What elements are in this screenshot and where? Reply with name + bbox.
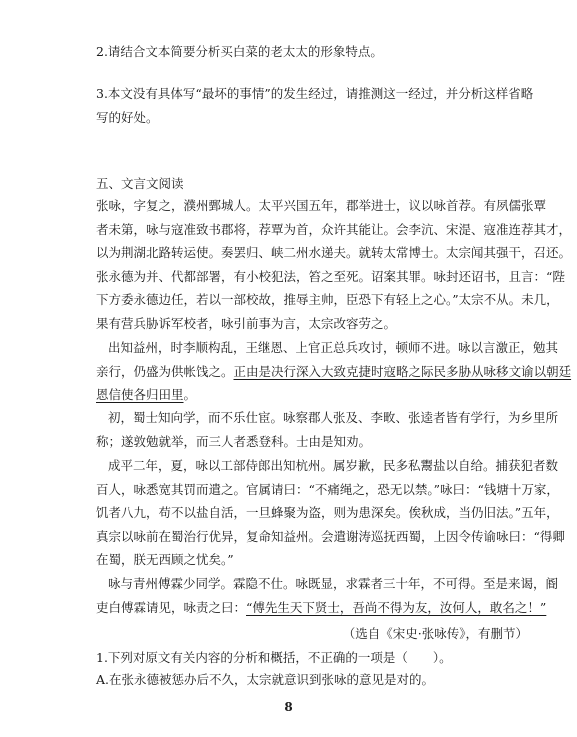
p1-line: 张永德为并、代都部署，有小校犯法，笞之至死。诏案其罪。咏封还诏书，且言：“陛 xyxy=(96,268,565,284)
question-3-line-2: 写的好处。 xyxy=(96,110,159,125)
p3-line: 初，蜀士知向学，而不乐仕宦。咏察郡人张及、李畋、张逵者皆有学行，为乡里所 xyxy=(108,410,559,425)
p4-line: 百人，咏悉宽其罚而遣之。官属请曰：“不痛绳之，恐无以禁。”咏曰：“钱塘十万家， xyxy=(96,481,559,497)
p2-line-3 xyxy=(96,383,528,407)
p1-line: 者未第，咏与寇准致书郡将，荐覃为首，众许其能让。会李沆、宋湜、寇准连荐其才， xyxy=(96,221,572,237)
question-3-line-1: 3.本文没有具体写“最坏的事情”的发生经过，请推测这一经过，并分析这样省略 xyxy=(96,86,534,101)
passage-paragraph-3 xyxy=(96,406,559,453)
passage-paragraph-2 xyxy=(96,336,572,407)
p5-line-1: 咏与青州傅霖少同学。霖隐不仕。咏既显，求霖者三十年，不可得。至是来谒，阍 xyxy=(108,576,559,591)
underlined-sentence-part-5: 恩信使各归田里 xyxy=(96,387,184,403)
underlined-quote: “傅先生天下贤士，吾尚不得为友，汝何人，敢名之！” xyxy=(246,599,547,615)
p1-line: 下方委永德边任，若以一部校故，推辱主帅，臣恐下有轻上之心。”太宗不从。未几， xyxy=(96,292,559,308)
p4-line: 成平二年，夏，咏以工部侍郎出知杭州。属岁歉，民多私鬻盐以自给。捕获犯者数 xyxy=(108,458,559,473)
p3-line: 称；遂敦勉就举，而三人者悉登科。士由是知劝。 xyxy=(96,433,372,449)
underlined-sentence-part-2: 大致克捷时寇略之际 xyxy=(321,363,434,379)
p2-line-2 xyxy=(96,360,572,384)
passage-paragraph-4 xyxy=(96,454,565,572)
p2-line-3-end: 。 xyxy=(183,387,197,403)
p4-line: 真宗以咏前在蜀治行优异，复命知益州。会遣谢涛巡抚西蜀，上因令传谕咏曰：“得卿 xyxy=(96,528,565,544)
p4-line: 在蜀，朕无西顾之忧矣。” xyxy=(96,552,234,568)
underlined-sentence-part-4: 文谕以朝廷 xyxy=(508,363,572,379)
p5-line-2-plain: 吏白傅霖请见，咏责之曰： xyxy=(96,599,247,615)
p1-line: 张咏，字复之，濮州鄄城人。太平兴国五年，郡举进士，议以咏首荐。有夙儒张覃 xyxy=(96,198,547,213)
passage-paragraph-5 xyxy=(96,572,559,619)
option-a: A.在张永德被惩办后不久，太宗就意识到张咏的意见是对的。 xyxy=(96,672,435,687)
passage-paragraph-1 xyxy=(96,194,572,336)
passage-source: （选自《宋史·张咏传》，有删节） xyxy=(342,626,528,641)
p5-line-2 xyxy=(96,596,547,620)
underlined-sentence-part-1: 正由是决行深入 xyxy=(233,363,322,379)
page-number: 8 xyxy=(284,700,293,714)
question-1: 1.下列对原文有关内容的分析和概括，不正确的一项是（ ）。 xyxy=(96,650,452,665)
p1-line: 以为荆湖北路转运使。奏罢归、峡二州水递夫。就转太常博士。太宗闻其强干，召还。 xyxy=(96,245,572,261)
p4-line: 饥者八九，苟不以盐自活，一旦蜂聚为盗，则为患深矣。俟秋成，当仍旧法。”五年， xyxy=(96,505,559,521)
section-title: 五、文言文阅读 xyxy=(96,176,184,191)
question-3 xyxy=(96,82,536,130)
underlined-sentence-part-3: 民多胁从咏移 xyxy=(433,363,509,379)
p2-line-2-plain: 亲行，仍盛为供帐饯之。 xyxy=(96,363,234,379)
p1-line: 果有营兵胁诉军校者，咏引前事为言，太宗改容劳之。 xyxy=(96,315,397,331)
question-2: 2.请结合文本简要分析买白菜的老太太的形象特点。 xyxy=(96,44,383,59)
p2-line-1: 出知益州，时李顺构乱，王继恩、上官正总兵攻讨，顿师不进。咏以言激正，勉其 xyxy=(108,340,559,355)
